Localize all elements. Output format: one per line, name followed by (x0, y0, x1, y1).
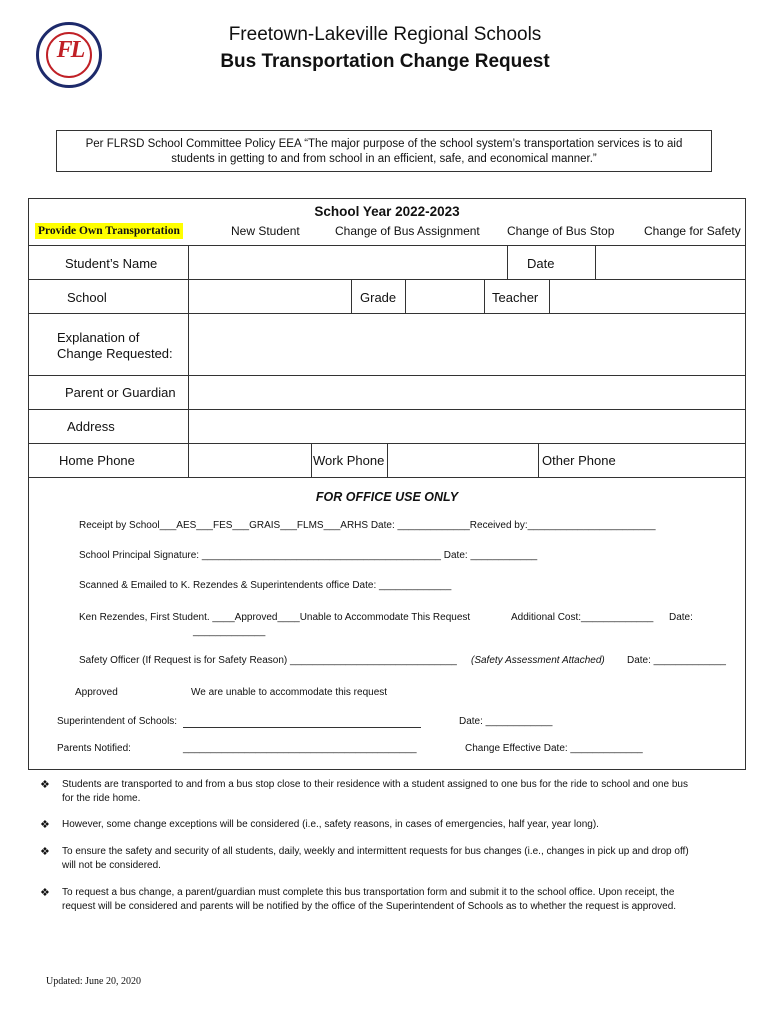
bullet-icon: ❖ (40, 819, 50, 831)
date-label: Date (527, 256, 555, 271)
parents-notified-label: Parents Notified: (57, 743, 131, 754)
note-line: Students are transported to and from a bus stop close to their residence with a student assigned to one bus for the ride to school and one bus (62, 779, 688, 790)
note-line: will not be considered. (62, 860, 161, 871)
parent-guardian-label: Parent or Guardian (65, 385, 176, 400)
note-line: To ensure the safety and security of all students, daily, weekly and intermittent requests for bus changes (i.e., changes in pick up and drop off) (62, 846, 689, 857)
school-label: School (67, 290, 107, 305)
logo-monogram: FL (56, 37, 84, 63)
approved-label: Approved (75, 687, 118, 698)
note-line: request will be considered and parents will be notified by the office of the Superintendent of Schools as to whether the request is approved. (62, 901, 677, 912)
superintendent-signature-line (183, 727, 421, 728)
office-use-heading: FOR OFFICE USE ONLY (315, 490, 459, 504)
policy-line-1: Per FLRSD School Committee Policy EEA “The major purpose of the school system’s transportation services is to aid (85, 138, 683, 150)
explanation-label-line-1: Explanation of (57, 330, 140, 345)
updated-date: Updated: June 20, 2020 (46, 976, 141, 987)
unable-label: We are unable to accommodate this request (191, 687, 388, 698)
explanation-field[interactable] (189, 314, 744, 375)
grade-field[interactable] (406, 280, 484, 313)
option-change-for-safety[interactable]: Change for Safety (644, 224, 741, 238)
policy-statement (56, 130, 712, 172)
work-phone-label: Work Phone (313, 453, 385, 468)
parents-notified-line: __________________________________________ (183, 743, 417, 754)
receipt-line: Receipt by School___AES___FES___GRAIS___FLMS___ARHS Date: _____________Received by:_______________________ (79, 520, 656, 531)
first-student-date-label: Date: (669, 612, 693, 623)
form-title: Bus Transportation Change Request (220, 51, 550, 72)
superintendent-date-line: Date: ____________ (459, 716, 553, 727)
cell-divider (484, 279, 485, 313)
bullet-icon: ❖ (40, 779, 50, 791)
safety-assessment-note: (Safety Assessment Attached) (471, 655, 605, 666)
other-phone-label: Other Phone (542, 453, 616, 468)
student-name-field[interactable] (189, 246, 507, 279)
note-line: To request a bus change, a parent/guardian must complete this bus transportation form and submit it to the school office. Upon receipt, the (62, 887, 675, 898)
date-field[interactable] (596, 246, 744, 279)
bullet-icon: ❖ (40, 887, 50, 899)
address-field[interactable] (189, 410, 744, 443)
option-change-bus-stop[interactable]: Change of Bus Stop (507, 224, 615, 238)
cell-divider (507, 245, 508, 279)
grade-label: Grade (360, 290, 397, 305)
first-student-date-line: _____________ (193, 626, 266, 637)
safety-officer-line: Safety Officer (If Request is for Safety Reason) ______________________________ (79, 655, 457, 666)
note-line: However, some change exceptions will be considered (i.e., safety reasons, in cases of emergencies, half year, year long). (62, 819, 599, 830)
district-name: Freetown-Lakeville Regional Schools (228, 24, 542, 45)
safety-date-line: Date: _____________ (627, 655, 726, 666)
superintendent-label: Superintendent of Schools: (57, 716, 178, 727)
row-divider (29, 477, 745, 478)
additional-cost-line: Additional Cost:_____________ (511, 612, 654, 623)
parent-guardian-field[interactable] (189, 376, 744, 409)
bullet-icon: ❖ (40, 846, 50, 858)
other-phone-field[interactable] (629, 444, 744, 477)
school-field[interactable] (189, 280, 351, 313)
request-form (28, 198, 746, 770)
cell-divider (538, 443, 539, 477)
teacher-label: Teacher (492, 290, 539, 305)
cell-divider (311, 443, 312, 477)
note-line: for the ride home. (62, 793, 141, 804)
teacher-field[interactable] (550, 280, 744, 313)
policy-line-2: students in getting to and from school in an efficient, safe, and economical manner.” (171, 153, 597, 165)
address-label: Address (67, 419, 115, 434)
work-phone-field[interactable] (388, 444, 538, 477)
option-provide-own-transportation[interactable] (35, 222, 183, 237)
option-change-bus-assignment[interactable]: Change of Bus Assignment (335, 224, 480, 238)
change-effective-date-line: Change Effective Date: _____________ (465, 743, 643, 754)
home-phone-field[interactable] (189, 444, 311, 477)
first-student-line: Ken Rezendes, First Student. ____Approved____Unable to Accommodate This Request (79, 612, 471, 623)
school-year: School Year 2022-2023 (314, 204, 460, 219)
principal-signature-line: School Principal Signature: ___________________________________________ Date: ____________ (79, 550, 538, 561)
option-provide-own-label: Provide Own Transportation (35, 223, 183, 239)
explanation-label-line-2: Change Requested: (57, 346, 173, 361)
home-phone-label: Home Phone (59, 453, 135, 468)
option-new-student[interactable]: New Student (231, 224, 300, 238)
cell-divider (351, 279, 352, 313)
scanned-emailed-line: Scanned & Emailed to K. Rezendes & Superintendents office Date: _____________ (79, 580, 452, 591)
student-name-label: Student’s Name (65, 256, 158, 271)
